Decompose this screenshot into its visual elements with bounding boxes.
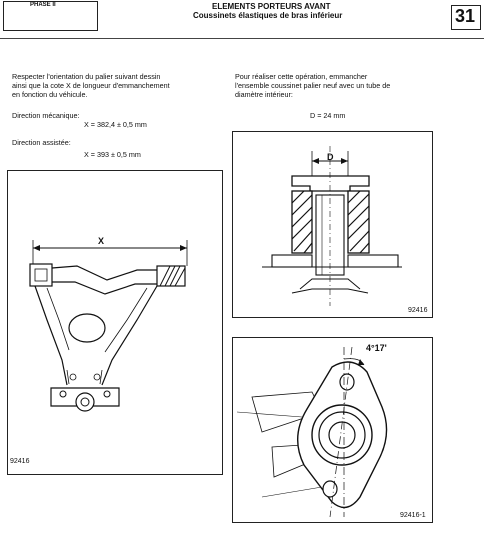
right-line-2: l'ensemble coussinet palier neuf avec un tube de xyxy=(235,81,391,90)
bottom-right-figure-ref: 92416-1 xyxy=(400,512,426,519)
phase-label: PHASE II xyxy=(30,2,56,8)
top-right-figure-ref: 92416 xyxy=(408,307,428,314)
intro-line-3: en fonction du véhicule. xyxy=(12,90,88,99)
intro-line-2: ainsi que la cote X de longueur d'emmanchement xyxy=(12,81,170,90)
section-number: 31 xyxy=(455,6,476,26)
header-rule xyxy=(0,38,484,39)
bearing-angle-drawing xyxy=(232,337,433,523)
d-value: D = 24 mm xyxy=(310,111,346,120)
assist-value: X = 393 ± 0,5 mm xyxy=(84,150,141,159)
page-subtitle: Coussinets élastiques de bras inférieur xyxy=(193,11,343,20)
dim-label-x: X xyxy=(98,236,105,246)
intro-line-1: Respecter l'orientation du palier suivant dessin xyxy=(12,72,161,81)
right-line-3: diamètre intérieur: xyxy=(235,90,293,99)
dim-label-d: D xyxy=(327,152,334,162)
meca-value: X = 382,4 ± 0,5 mm xyxy=(84,120,147,129)
angle-label: 4°17' xyxy=(366,343,387,353)
right-line-1: Pour réaliser cette opération, emmancher xyxy=(235,72,368,81)
assist-label: Direction assistée: xyxy=(12,138,71,147)
lower-arm-drawing xyxy=(7,170,223,475)
left-figure-ref: 92416 xyxy=(10,458,30,465)
page-title: ELEMENTS PORTEURS AVANT xyxy=(212,2,331,11)
meca-label: Direction mécanique: xyxy=(12,111,80,120)
